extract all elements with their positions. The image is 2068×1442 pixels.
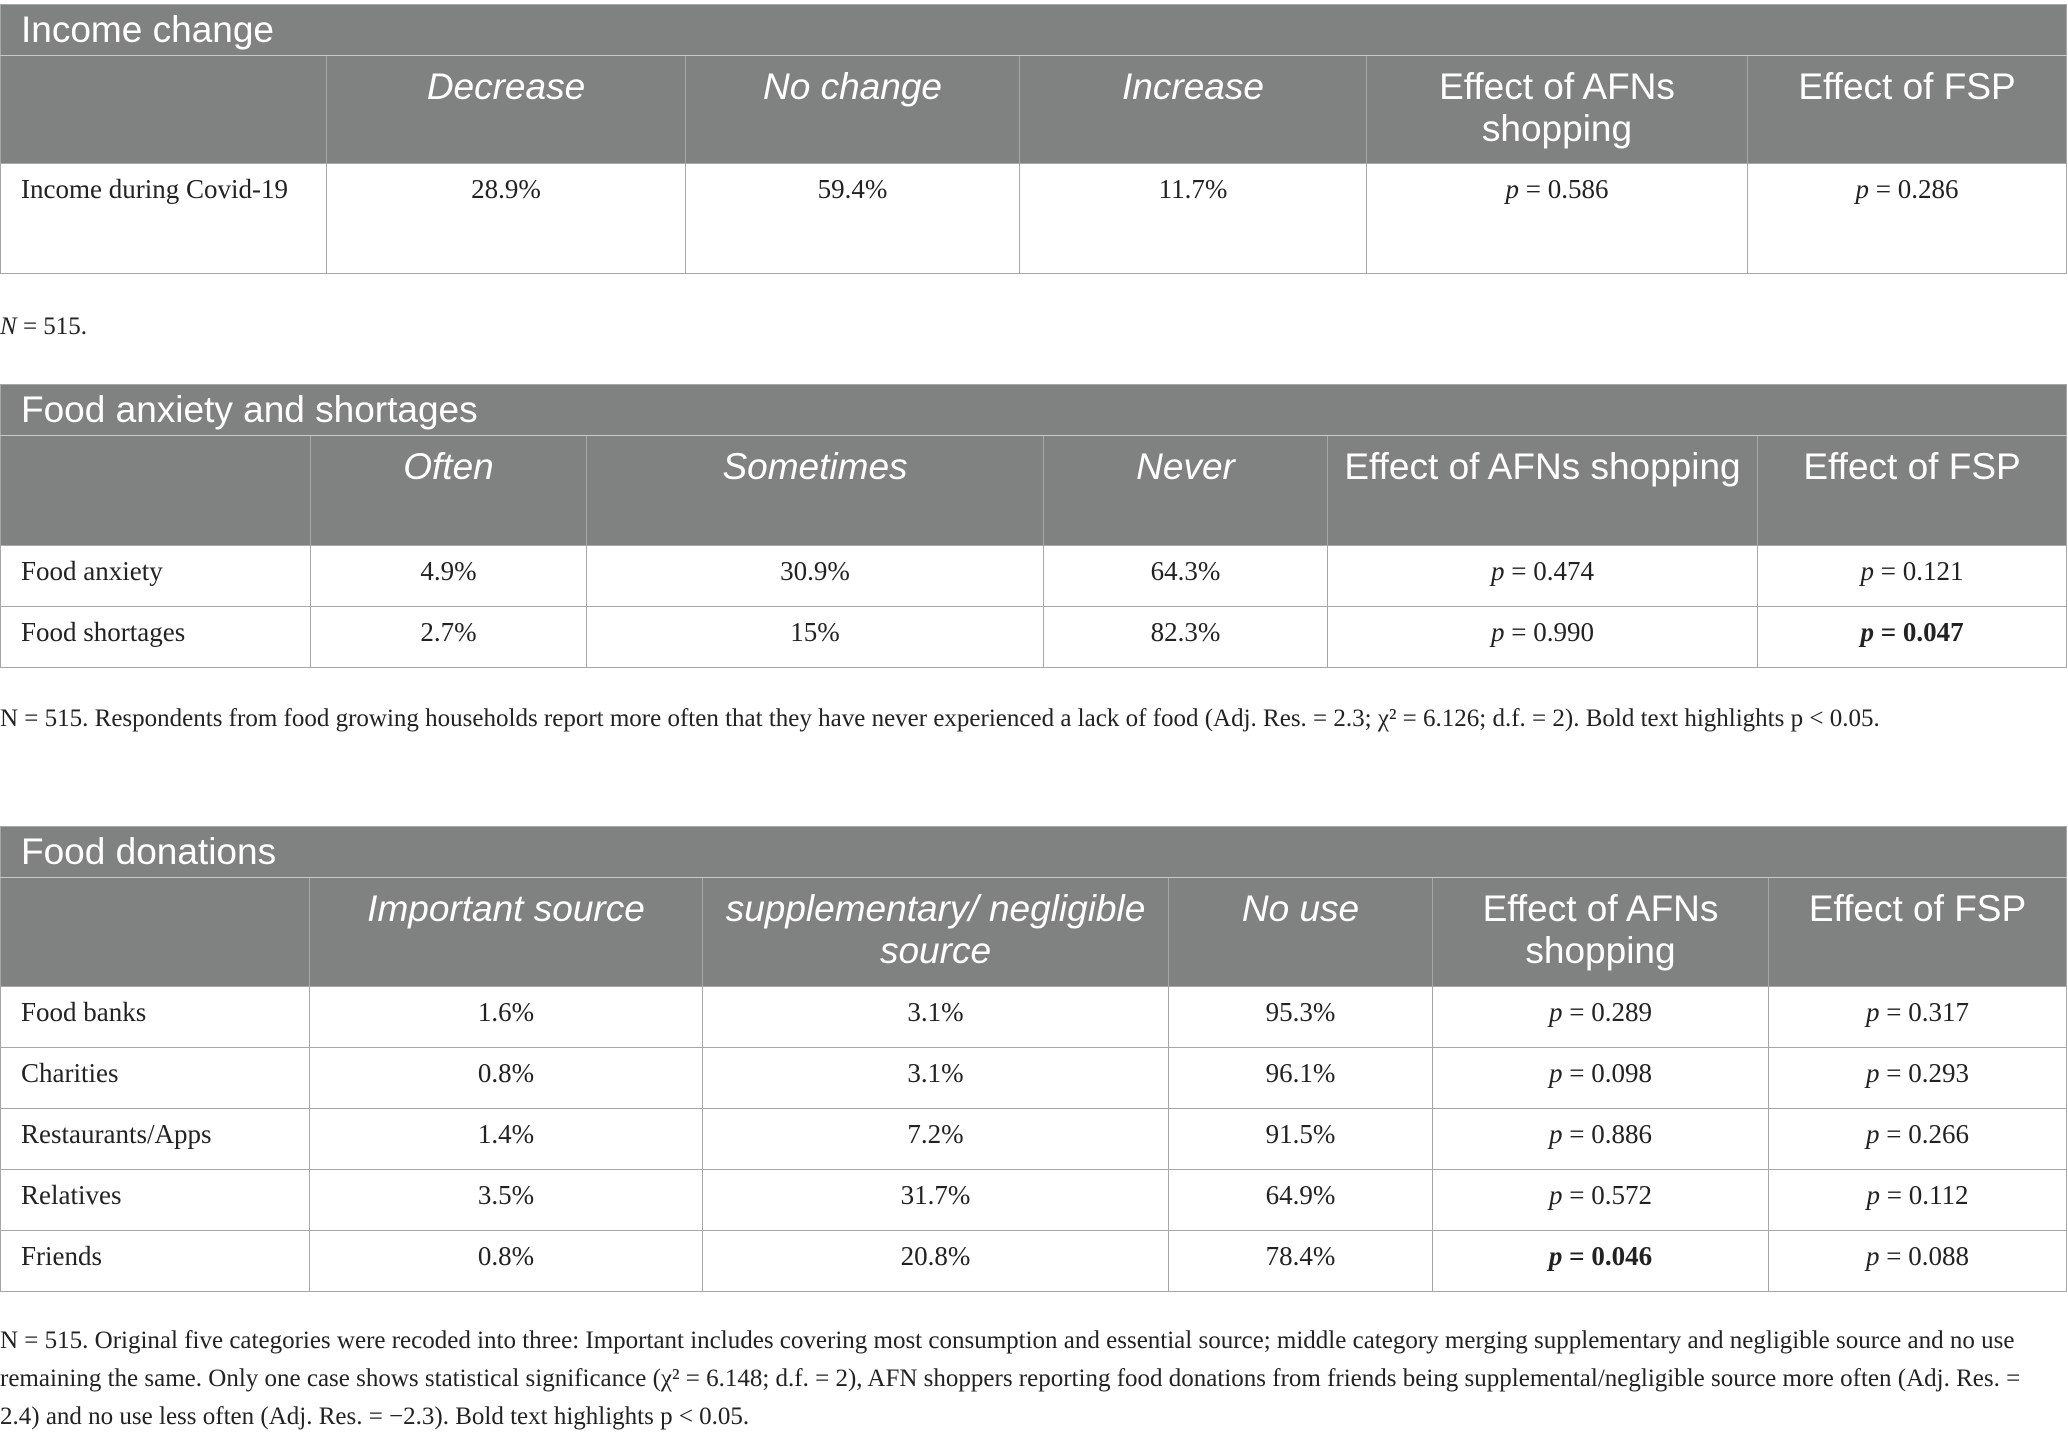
row-label: Restaurants/Apps (1, 1109, 310, 1170)
cell-value: 30.9% (587, 546, 1044, 607)
header-often: Often (311, 436, 587, 546)
cell-value: 2.7% (311, 607, 587, 668)
cell-value: 3.1% (703, 987, 1169, 1048)
cell-fsp-p: p = 0.088 (1769, 1231, 2067, 1292)
cell-fsp-p: p = 0.317 (1769, 987, 2067, 1048)
table-title: Food donations (1, 827, 2067, 878)
row-label: Food anxiety (1, 546, 311, 607)
table-title: Food anxiety and shortages (1, 385, 2067, 436)
cell-value: 3.1% (703, 1048, 1169, 1109)
header-sometimes: Sometimes (587, 436, 1044, 546)
header-empty (1, 878, 310, 987)
cell-afn-p: p = 0.098 (1433, 1048, 1769, 1109)
table-row (1, 987, 2067, 1048)
table-row (1, 546, 2067, 607)
row-label: Charities (1, 1048, 310, 1109)
header-no-change: No change (686, 56, 1020, 164)
cell-value: 11.7% (1020, 164, 1367, 274)
cell-value: 59.4% (686, 164, 1020, 274)
cell-fsp-p: p = 0.121 (1758, 546, 2067, 607)
row-label: Food shortages (1, 607, 311, 668)
cell-afn-p: p = 0.886 (1433, 1109, 1769, 1170)
cell-afn-p-significant: p = 0.046 (1433, 1231, 1769, 1292)
header-effect-fsp: Effect of FSP (1748, 56, 2067, 164)
cell-afn-p: p = 0.289 (1433, 987, 1769, 1048)
cell-value: 78.4% (1169, 1231, 1433, 1292)
cell-value: 1.4% (310, 1109, 703, 1170)
cell-value: 64.9% (1169, 1170, 1433, 1231)
header-increase: Increase (1020, 56, 1367, 164)
table-row (1, 164, 2067, 274)
table-row (1, 1170, 2067, 1231)
cell-value: 0.8% (310, 1231, 703, 1292)
table-note: N = 515. Original five categories were recoded into three: Important includes covering most consumption and essential source; middle category merging supplementary and negligible source and no use remaining the same. Only one case shows statistical significance (χ² = 6.148; d.f. = 2), AFN shoppers reporting food donations from friends being supplemental/negligible source more often (Adj. Res. = 2.4) and no use less often (Adj. Res. = −2.3). Bold text highlights p < 0.05. (0, 1327, 2021, 1430)
cell-value: 20.8% (703, 1231, 1169, 1292)
cell-value: 91.5% (1169, 1109, 1433, 1170)
cell-value: 82.3% (1044, 607, 1328, 668)
header-effect-fsp: Effect of FSP (1758, 436, 2067, 546)
header-supplementary-source: supplementary/ negligible source (703, 878, 1169, 987)
table-title: Income change (1, 5, 2067, 56)
header-important-source: Important source (310, 878, 703, 987)
cell-fsp-p: p = 0.112 (1769, 1170, 2067, 1231)
cell-afn-p: p = 0.474 (1328, 546, 1758, 607)
cell-value: 1.6% (310, 987, 703, 1048)
cell-value: 0.8% (310, 1048, 703, 1109)
table-row (1, 607, 2067, 668)
table-note: N = 515. (0, 313, 88, 340)
header-effect-afns: Effect of AFNs shopping (1367, 56, 1748, 164)
cell-afn-p: p = 0.586 (1367, 164, 1748, 274)
row-label: Friends (1, 1231, 310, 1292)
table-note: N = 515. Respondents from food growing households report more often that they have never experienced a lack of food (Adj. Res. = 2.3; χ² = 6.126; d.f. = 2). Bold text highlights p < 0.05. (0, 705, 1880, 732)
table-row (1, 1048, 2067, 1109)
cell-value: 64.3% (1044, 546, 1328, 607)
cell-value: 7.2% (703, 1109, 1169, 1170)
cell-value: 4.9% (311, 546, 587, 607)
table-food-donations (0, 826, 2066, 1292)
header-empty (1, 436, 311, 546)
cell-fsp-p: p = 0.286 (1748, 164, 2067, 274)
cell-afn-p: p = 0.990 (1328, 607, 1758, 668)
header-never: Never (1044, 436, 1328, 546)
cell-fsp-p: p = 0.266 (1769, 1109, 2067, 1170)
header-decrease: Decrease (327, 56, 686, 164)
header-effect-afns: Effect of AFNs shopping (1433, 878, 1769, 987)
header-empty (1, 56, 327, 164)
table-row (1, 1109, 2067, 1170)
row-label: Food banks (1, 987, 310, 1048)
cell-value: 28.9% (327, 164, 686, 274)
header-effect-fsp: Effect of FSP (1769, 878, 2067, 987)
row-label: Relatives (1, 1170, 310, 1231)
table-food-anxiety (0, 384, 2066, 668)
row-label: Income during Covid-19 (1, 164, 327, 274)
cell-fsp-p-significant: p = 0.047 (1758, 607, 2067, 668)
cell-value: 96.1% (1169, 1048, 1433, 1109)
cell-value: 95.3% (1169, 987, 1433, 1048)
cell-value: 31.7% (703, 1170, 1169, 1231)
cell-fsp-p: p = 0.293 (1769, 1048, 2067, 1109)
header-no-use: No use (1169, 878, 1433, 987)
cell-afn-p: p = 0.572 (1433, 1170, 1769, 1231)
table-row (1, 1231, 2067, 1292)
cell-value: 15% (587, 607, 1044, 668)
table-income-change (0, 4, 2066, 274)
cell-value: 3.5% (310, 1170, 703, 1231)
header-effect-afns: Effect of AFNs shopping (1328, 436, 1758, 546)
